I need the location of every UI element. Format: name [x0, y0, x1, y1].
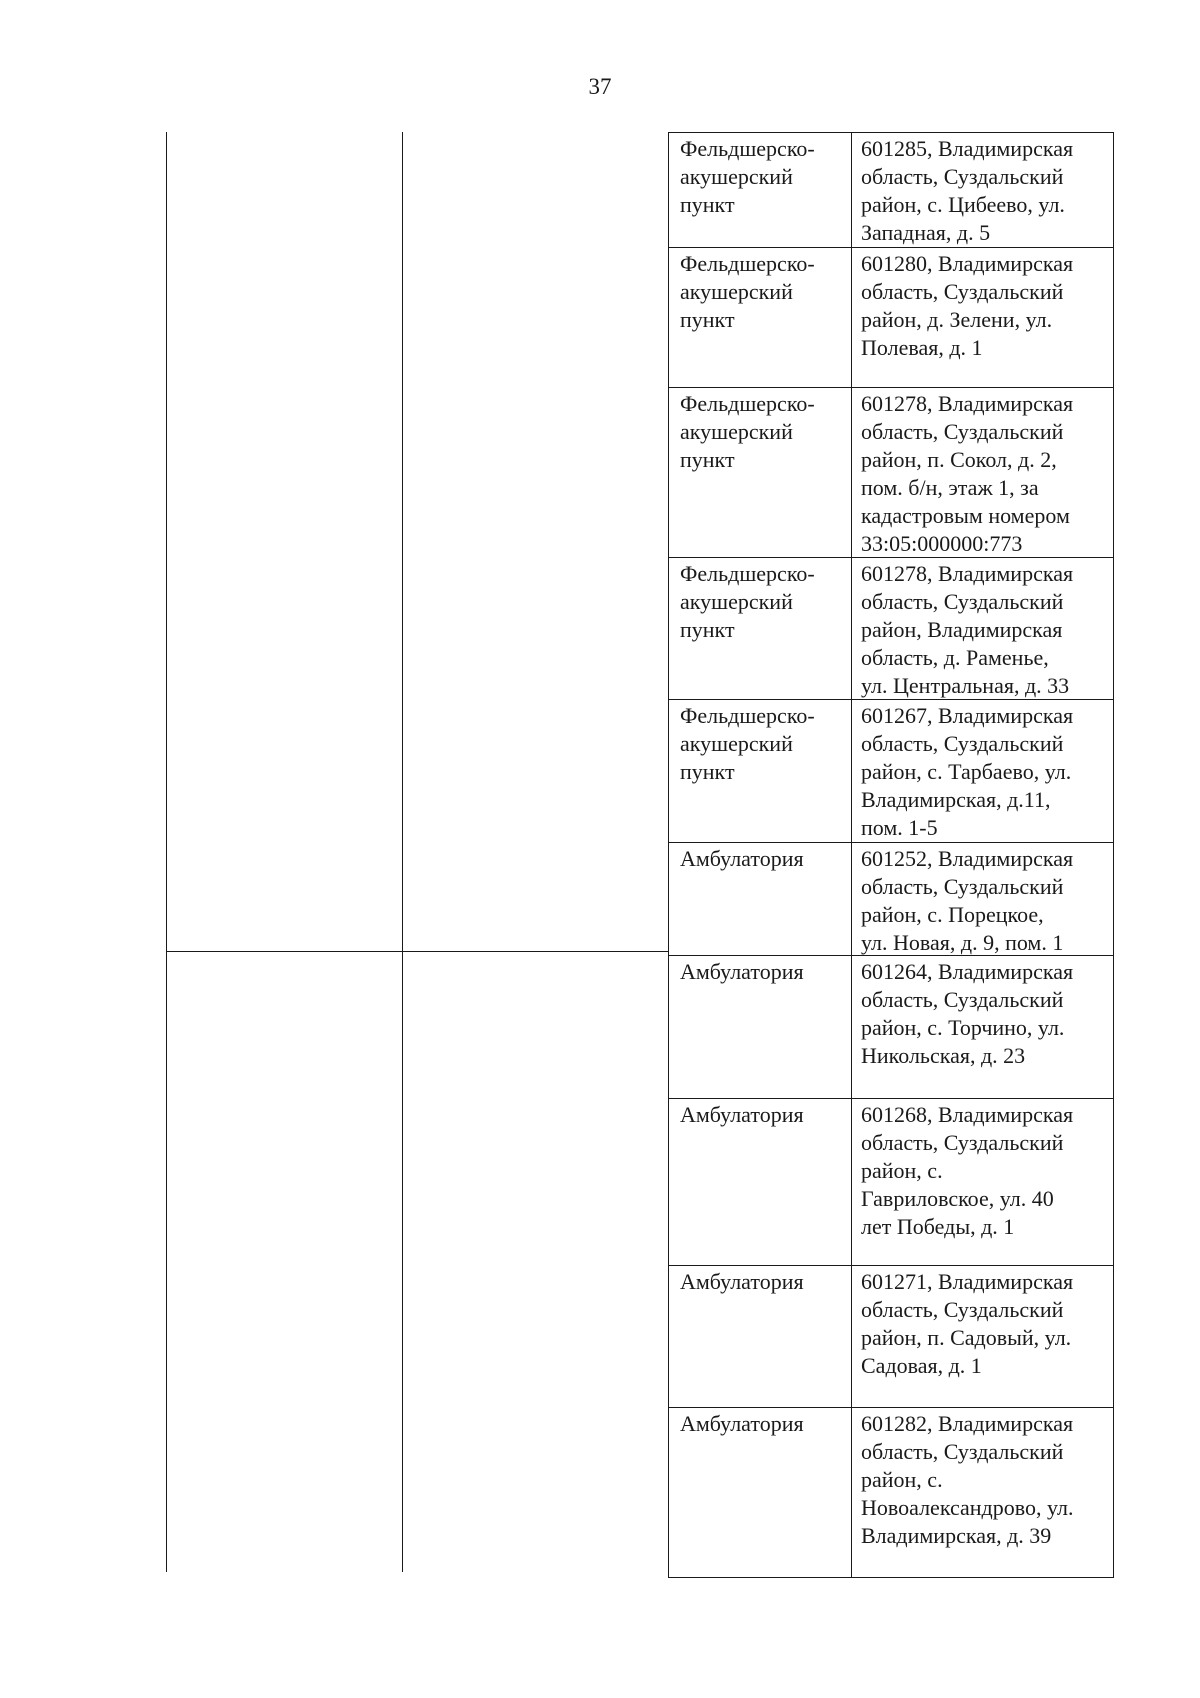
facility-table-top-border	[668, 132, 1113, 133]
facility-address: 601278, Владимирская область, Суздальский район, Владимирская область, д. Раменье, ул. Центральная, д. 33	[861, 561, 1074, 698]
facility-row-divider	[668, 387, 1113, 388]
facility-type: Фельдшерско- акушерский пункт	[680, 703, 815, 784]
facility-type: Амбулатория	[680, 846, 804, 871]
facility-type: Амбулатория	[680, 1269, 804, 1294]
facility-address: 601280, Владимирская область, Суздальский район, д. Зелени, ул. Полевая, д. 1	[861, 251, 1074, 360]
facility-address: 601282, Владимирская область, Суздальский район, с. Новоалександрово, ул. Владимирская, д. 39	[861, 1411, 1074, 1548]
facility-row-divider	[668, 1407, 1113, 1408]
table-column-divider	[402, 132, 403, 1572]
facility-row-divider	[668, 247, 1113, 248]
facility-type: Фельдшерско- акушерский пункт	[680, 561, 815, 642]
facility-type: Фельдшерско- акушерский пункт	[680, 391, 815, 472]
facility-table-bottom-border	[668, 1577, 1113, 1578]
facility-type: Фельдшерско- акушерский пункт	[680, 136, 815, 217]
facility-type: Фельдшерско- акушерский пункт	[680, 251, 815, 332]
facility-table-column-divider	[851, 132, 852, 1578]
page-number: 37	[588, 74, 612, 99]
facility-address: 601268, Владимирская область, Суздальский район, с. Гавриловское, ул. 40 лет Победы, д. 1	[861, 1102, 1074, 1239]
facility-address: 601285, Владимирская область, Суздальский район, с. Цибеево, ул. Западная, д. 5	[861, 136, 1074, 245]
table-row-divider	[166, 951, 668, 952]
facility-type: Амбулатория	[680, 959, 804, 984]
facility-address: 601271, Владимирская область, Суздальский район, п. Садовый, ул. Садовая, д. 1	[861, 1269, 1074, 1378]
facility-address: 601252, Владимирская область, Суздальский район, с. Порецкое, ул. Новая, д. 9, пом. 1	[861, 846, 1074, 955]
facility-row-divider	[668, 1098, 1113, 1099]
facility-table-right-border	[1113, 132, 1114, 1578]
facility-table-left-border	[668, 132, 669, 1578]
facility-type: Амбулатория	[680, 1102, 804, 1127]
facility-address: 601278, Владимирская область, Суздальский район, п. Сокол, д. 2, пом. б/н, этаж 1, за кадастровым номером 33:05:000000:773	[861, 391, 1074, 556]
facility-address: 601267, Владимирская область, Суздальский район, с. Тарбаево, ул. Владимирская, д.11, пом. 1-5	[861, 703, 1074, 840]
facility-type: Амбулатория	[680, 1411, 804, 1436]
facility-row-divider	[668, 1265, 1113, 1266]
table-left-border	[166, 132, 167, 1572]
facility-row-divider	[668, 842, 1113, 843]
facility-address: 601264, Владимирская область, Суздальский район, с. Торчино, ул. Никольская, д. 23	[861, 959, 1074, 1068]
